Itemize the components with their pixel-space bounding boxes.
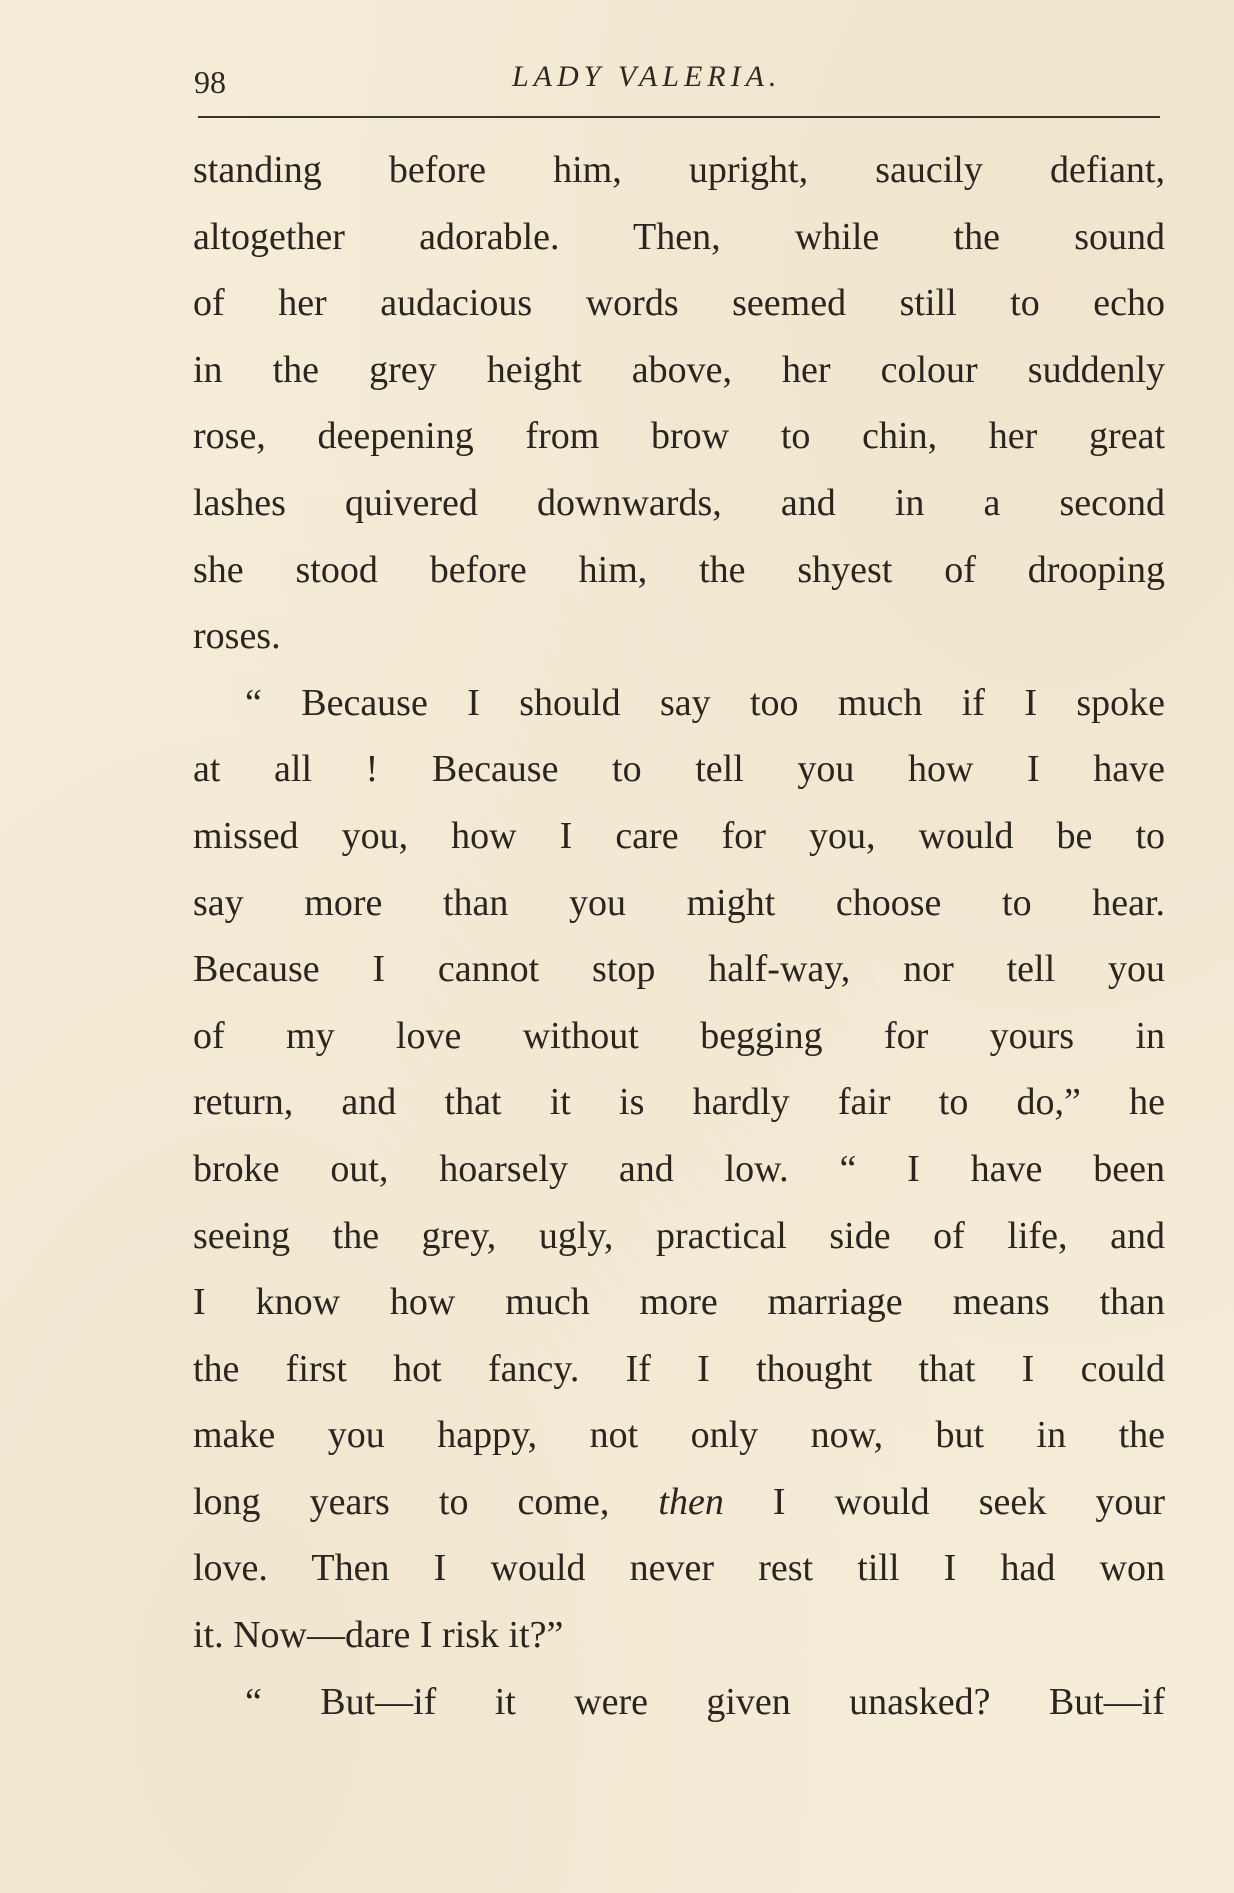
text-line: “ Because I should say too much if I spoke [245, 681, 1165, 724]
text-fragment: long years to come, [193, 1480, 610, 1523]
text-line: return, and that it is hardly fair to do,” he [193, 1081, 1165, 1124]
text-line: altogether adorable. Then, while the sound [193, 215, 1165, 258]
text-line: of her audacious words seemed still to echo [193, 282, 1165, 325]
text-line: missed you, how I care for you, would be to [193, 814, 1165, 857]
text-line: I know how much more marriage means than [193, 1281, 1165, 1324]
text-line: she stood before him, the shyest of drooping [193, 548, 1165, 591]
text-line: the first hot fancy. If I thought that I could [193, 1347, 1165, 1390]
page-number: 98 [194, 64, 226, 100]
italic-word: then [658, 1480, 724, 1523]
header-rule [198, 116, 1160, 118]
text-line: lashes quivered downwards, and in a second [193, 481, 1165, 524]
text-line: Because I cannot stop half-way, nor tell you [193, 948, 1165, 991]
text-line: love. Then I would never rest till I had won [193, 1547, 1165, 1590]
text-line: “ But—if it were given unasked? But—if [245, 1680, 1165, 1723]
text-line: in the grey height above, her colour suddenly [193, 348, 1165, 391]
running-title: LADY VALERIA. [512, 60, 782, 93]
text-line: standing before him, upright, saucily defiant, [193, 149, 1165, 191]
text-line: seeing the grey, ugly, practical side of life, and [193, 1214, 1165, 1257]
text-line-with-italic [193, 1469, 1165, 1536]
text-line: rose, deepening from brow to chin, her great [193, 415, 1165, 458]
text-line: at all ! Because to tell you how I have [193, 748, 1165, 791]
text-line: it. Now—dare I risk it?” [193, 1614, 564, 1657]
page-header [190, 58, 1160, 118]
body-text [193, 137, 1165, 1735]
text-line: roses. [193, 615, 281, 658]
text-fragment: I would seek your [772, 1480, 1165, 1523]
text-line: of my love without begging for yours in [193, 1014, 1165, 1057]
text-line: broke out, hoarsely and low. “ I have been [193, 1147, 1165, 1190]
text-line: say more than you might choose to hear. [193, 881, 1165, 924]
text-line: make you happy, not only now, but in the [193, 1414, 1165, 1457]
